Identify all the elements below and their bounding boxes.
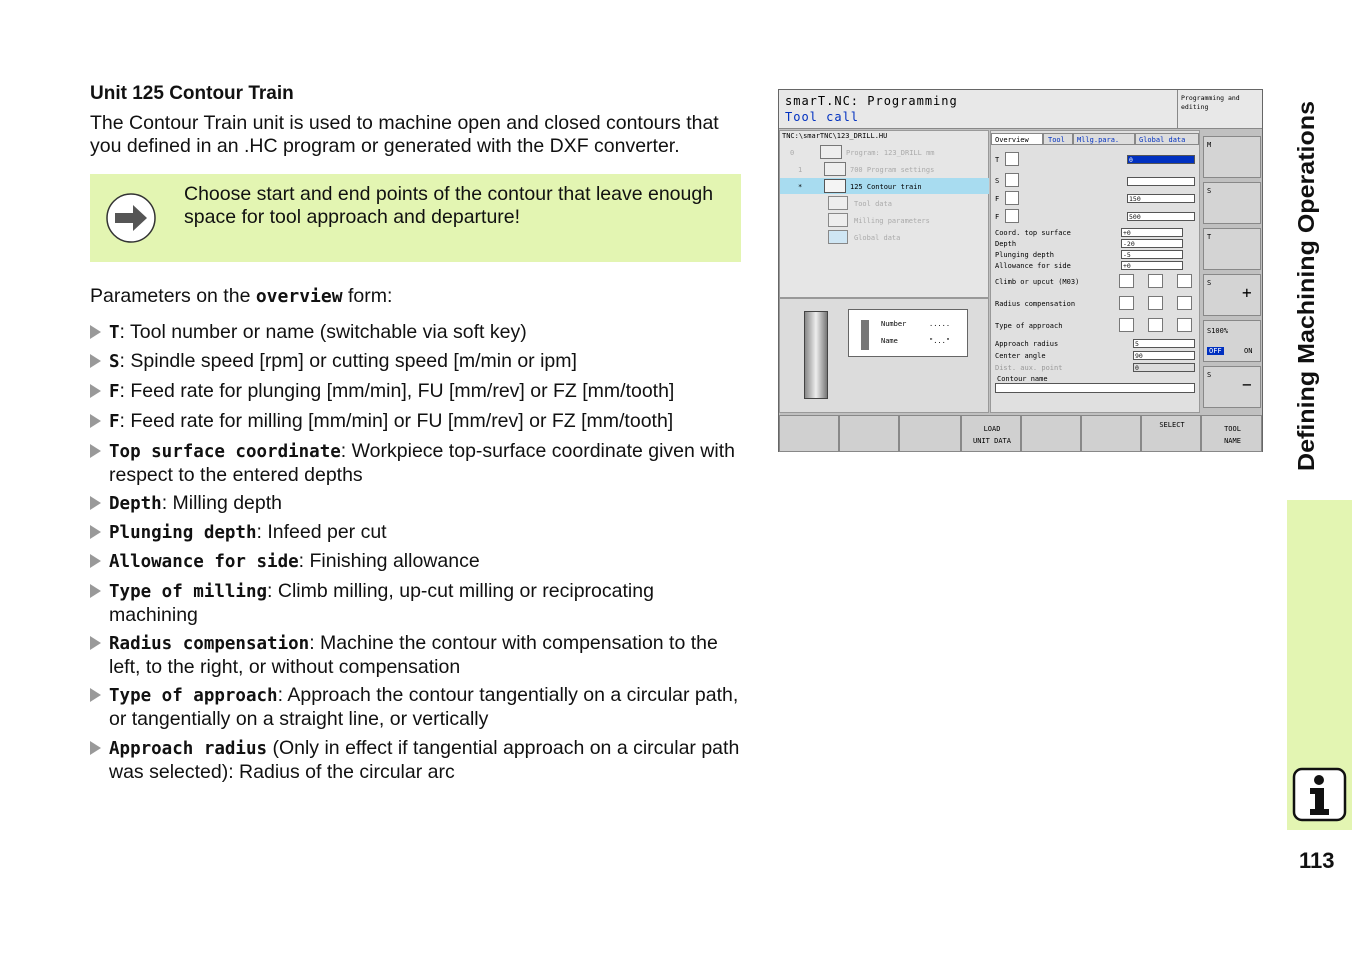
tool-icon [828,196,848,210]
bullet-triangle-icon [90,636,101,650]
note-text: Choose start and end points of the contour that leave enough space for tool approach and departure! [184,183,714,228]
settings-icon [824,162,846,176]
param-field-0[interactable]: +0 [1121,228,1183,237]
softkey-select-label: SELECT [1159,421,1185,429]
param2-label-1: Center angle [995,352,1046,360]
spindle-icon[interactable] [1005,173,1019,187]
tree-prefix-1: 1 [798,166,803,174]
radius-right-icon[interactable] [1148,296,1163,310]
softkey-5[interactable] [1021,415,1081,452]
bullet-triangle-icon [90,414,101,428]
param2-label-2: Dist. aux. point [995,364,1063,372]
params-intro-after: form: [342,285,393,307]
tree-item-milling[interactable]: Milling parameters [854,217,930,225]
param-keyword: Plunging depth [109,523,257,543]
param-field-2[interactable]: -5 [1121,250,1183,259]
bullet-triangle-icon [90,325,101,339]
param-bullet [90,350,742,374]
contour-name-label: Contour name [997,375,1048,383]
tab-milling-label: Mllg.para. [1077,136,1120,144]
tree-item-settings[interactable]: 700 Program settings [850,166,935,174]
tree-item-tool[interactable]: Tool data [854,200,892,208]
note-box [90,174,741,262]
param-description: : Approach the contour tangentially on a circular path, or tangentially on a straight line, or vertically [109,684,739,730]
label-f1: F [995,195,1000,203]
tree-item-contour[interactable]: 125 Contour train [850,183,922,191]
param-keyword: Approach radius [109,739,268,759]
softkey-load-line2: UNIT DATA [973,437,1011,445]
param-keyword: S [109,352,120,372]
radius-left-icon[interactable] [1119,296,1134,310]
param-bullet [90,632,742,679]
softkey-1[interactable] [779,415,839,452]
param-description: : Finishing allowance [298,550,480,572]
bullet-triangle-icon [90,496,101,510]
approach-vertical-icon[interactable] [1177,318,1192,332]
params-intro-before: Parameters on the [90,285,256,307]
option-label-0: Climb or upcut (M03) [995,278,1080,286]
params-intro-keyword: overview [255,286,343,307]
contour-icon [824,179,846,193]
right-label-s1: S [1207,187,1212,195]
param-field-3[interactable]: +0 [1121,261,1183,270]
param-description: : Feed rate for milling [mm/min] or FU [mm/rev] or FZ [mm/tooth] [119,410,674,432]
tab-tool-label: Tool [1048,136,1065,144]
right-label-s3: S [1207,371,1212,379]
side-green-bar [1287,500,1352,830]
bullet-triangle-icon [90,554,101,568]
param-keyword: Allowance for side [109,552,299,572]
field-t[interactable]: 0 [1127,155,1195,164]
param-bullet [90,684,742,731]
param-label-1: Depth [995,240,1017,248]
param-bullet [90,580,742,627]
softkey-6[interactable] [1081,415,1141,452]
tool-name-softkey[interactable] [1201,415,1262,452]
tool-name-label: Name [881,337,898,345]
field-f-plunge[interactable]: 150 [1127,194,1195,203]
param-label-3: Allowance for side [995,262,1071,270]
param-bullet [90,410,742,434]
climb-icon[interactable] [1119,274,1134,288]
param-keyword: F [109,412,120,432]
tab-overview[interactable] [991,133,1043,145]
param-bullet [90,492,742,516]
small-tool-icon [861,320,869,350]
label-s: S [995,177,1000,185]
softkey-load-line1: LOAD [983,425,1001,433]
param-keyword: Top surface coordinate [109,442,341,462]
params-intro [90,285,392,308]
label-f2: F [995,213,1000,221]
tab-overview-label: Overview [995,136,1029,144]
param-bullet [90,380,742,404]
param-description: : Infeed per cut [256,521,387,543]
bullet-triangle-icon [90,384,101,398]
param-description: : Spindle speed [rpm] or cutting speed [m/min or ipm] [119,350,577,372]
tool-number-value: ..... [929,320,951,328]
tab-global-label: Global data [1139,136,1186,144]
param-label-0: Coord. top surface [995,229,1071,237]
param-keyword: Type of milling [109,582,268,602]
program-tree [779,130,989,298]
mode-label: Programming and editing [1181,94,1240,111]
tree-prefix-2: * [798,183,803,191]
field-s[interactable] [1127,177,1195,186]
bullet-triangle-icon [90,741,101,755]
upcut-icon[interactable] [1148,274,1163,288]
param-bullet [90,321,742,345]
softkey-2[interactable] [839,415,899,452]
param-keyword: T [109,323,120,343]
bullet-triangle-icon [90,354,101,368]
right-key-t[interactable] [1203,228,1261,270]
softkey-3[interactable] [899,415,961,452]
screen-subtitle: Tool call [785,110,860,124]
param-keyword: Radius compensation [109,634,310,654]
intro-paragraph: The Contour Train unit is used to machine open and closed contours that you defined in an .HC program or generated with the DXF converter. [90,112,719,157]
param-field-1[interactable]: -20 [1121,239,1183,248]
mill-feed-icon[interactable] [1005,209,1019,223]
right-label-m: M [1207,141,1212,149]
load-unit-data-softkey[interactable] [961,415,1021,452]
param-bullet [90,550,742,574]
param-description: : Milling depth [161,492,283,514]
chapter-side-title: Defining Machining Operations [1293,131,1319,471]
section-title: Unit 125 Contour Train [90,83,294,104]
overview-form [990,130,1200,413]
param-bullet [90,737,742,784]
tool-info-box [848,309,968,357]
screen-header [779,90,1177,129]
tree-item-global[interactable]: Global data [854,234,901,242]
tab-global[interactable] [1135,133,1199,145]
param2-field-2[interactable]: 0 [1133,363,1195,372]
arrow-right-icon [106,193,156,243]
reciprocating-icon[interactable] [1177,274,1192,288]
param-bullet [90,440,742,487]
right-label-t: T [1207,233,1212,241]
param-description: : Tool number or name (switchable via soft key) [119,321,527,343]
bullet-triangle-icon [90,688,101,702]
override-off[interactable]: OFF [1209,347,1222,355]
minus-icon: − [1242,375,1252,394]
right-key-s1[interactable] [1203,182,1261,224]
label-t: T [995,156,1000,164]
radius-none-icon[interactable] [1177,296,1192,310]
param2-field-1[interactable]: 90 [1133,351,1195,360]
param-description: : Climb milling, up-cut milling or reciprocating machining [109,580,654,626]
milling-icon [828,213,848,227]
tool-name-value: "..." [929,337,951,345]
param-keyword: Type of approach [109,686,278,706]
param-description: (Only in effect if tangential approach on a circular path was selected): Radius of the circular arc [109,737,740,783]
mode-panel [1177,90,1262,129]
plunge-feed-icon[interactable] [1005,191,1019,205]
program-icon [820,145,842,159]
tool-preview [779,298,989,413]
right-key-s-plus[interactable] [1203,274,1261,316]
program-path: TNC:\smarTNC\123_DRILL.HU [782,132,888,140]
tab-milling[interactable] [1073,133,1135,145]
softkey-tool-line1: TOOL [1224,425,1241,433]
globe-icon [828,230,848,244]
param-description: : Feed rate for plunging [mm/min], FU [mm/rev] or FZ [mm/tooth] [119,380,675,402]
tool-select-icon[interactable] [1005,152,1019,166]
option-label-2: Type of approach [995,322,1063,330]
bullet-triangle-icon [90,444,101,458]
param-description: : Machine the contour with compensation to the left, to the right, or without compensation [109,632,718,678]
approach-circular-icon[interactable] [1119,318,1134,332]
contour-name-field[interactable] [995,383,1195,393]
param-description: : Workpiece top-surface coordinate given with respect to the entered depths [109,440,735,486]
plus-icon: + [1242,283,1252,302]
softkey-tool-line2: NAME [1224,437,1241,445]
param2-field-0[interactable]: 5 [1133,339,1195,348]
field-f-mill[interactable]: 500 [1127,212,1195,221]
page-number: 113 [1299,848,1335,873]
chapter-side-tab [1285,96,1325,471]
bullet-triangle-icon [90,525,101,539]
info-icon [1292,767,1347,822]
right-key-s-minus[interactable] [1203,366,1261,408]
right-key-override[interactable] [1203,320,1261,362]
tnc-screenshot [778,89,1263,452]
select-softkey[interactable] [1141,415,1201,452]
tab-tool[interactable] [1043,133,1073,145]
param-label-2: Plunging depth [995,251,1055,259]
param-keyword: Depth [109,494,162,514]
right-key-m[interactable] [1203,136,1261,178]
screen-title: smarT.NC: Programming [785,94,958,108]
right-label-override: S100% [1207,327,1229,335]
param2-label-0: Approach radius [995,340,1059,348]
param-bullet [90,521,742,545]
param-keyword: F [109,382,120,402]
tool-number-label: Number [881,320,907,328]
right-label-s2: S [1207,279,1212,287]
override-on[interactable]: ON [1244,347,1253,355]
bullet-triangle-icon [90,584,101,598]
approach-linear-icon[interactable] [1148,318,1163,332]
tree-item-program[interactable]: Program: 123_DRILL mm [846,149,935,157]
option-label-1: Radius compensation [995,300,1076,308]
tree-prefix-0: 0 [790,149,795,157]
end-mill-icon [804,311,828,399]
